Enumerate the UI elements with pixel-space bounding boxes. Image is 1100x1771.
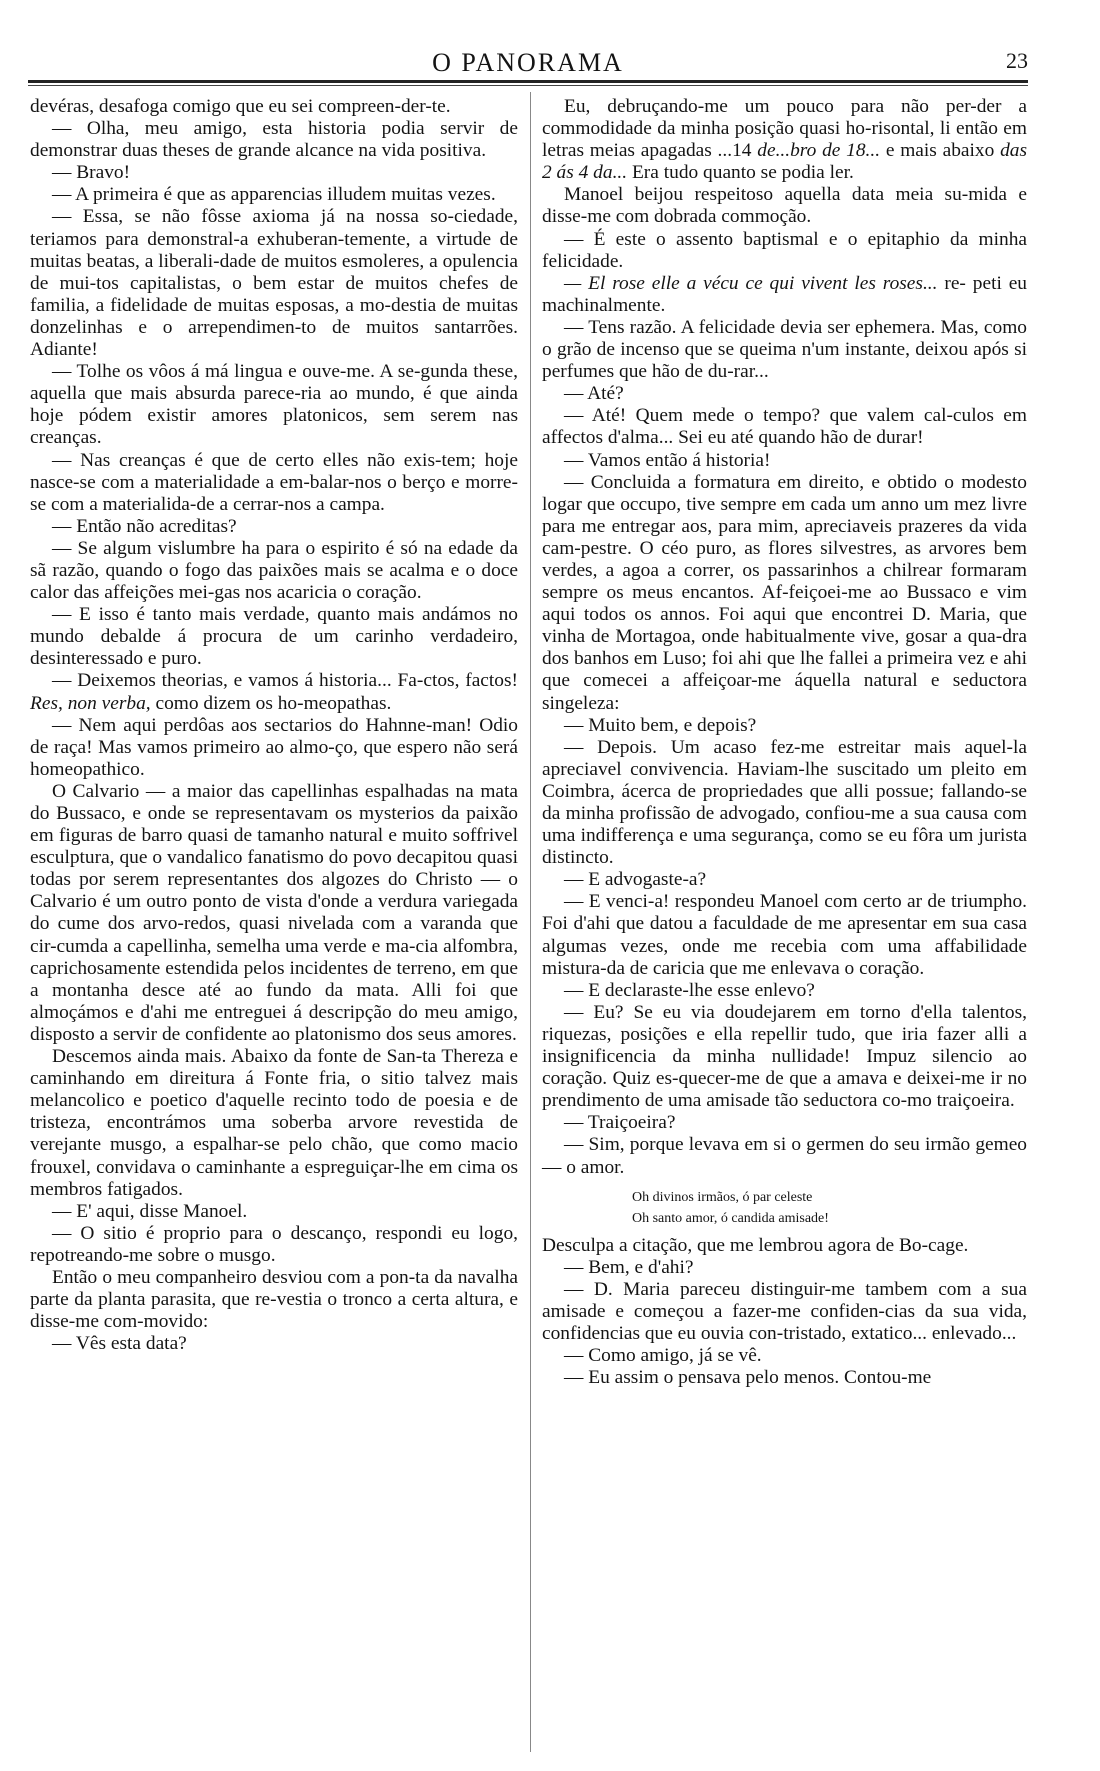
paragraph: — Eu assim o pensava pelo menos. Contou-me bbox=[564, 1367, 932, 1389]
verse-line: Oh santo amor, ó candida amisade! bbox=[632, 1210, 829, 1226]
paragraph: — Tolhe os vôos á má lingua e ouve-me. A se-gunda these, aquella que mais absurda parece-ria ao mundo, é que ainda hoje pódem existir amores platonicos, sem serem nas creanças. bbox=[30, 361, 518, 449]
paragraph-text: re- bbox=[937, 272, 966, 294]
italic-days: das 2 ás 4 da... bbox=[542, 140, 1027, 184]
paragraph: Manoel beijou respeitoso aquella data meia su-mida e disse-me com dobrada commoção. bbox=[542, 184, 1027, 228]
paragraph: — E venci-a! respondeu Manoel com certo ar de triumpho. Foi d'ahi que datou a faculdade de me apresentar em sua casa algumas vezes, onde me recebia com uma affabilidade mistura-da de caricia que me enlevava o coração. bbox=[542, 891, 1027, 979]
paragraph: — Bravo! bbox=[52, 162, 131, 184]
paragraph-with-italic bbox=[30, 670, 518, 714]
paragraph-tail: como dizem os ho-meopathas. bbox=[150, 692, 392, 714]
paragraph: — Nas creanças é que de certo elles não exis-tem; hoje nasce-se com a materialidade a em-balar-nos o berço e morre-se com a materialida-de a cerrar-nos a campa. bbox=[30, 449, 518, 515]
paragraph-with-date bbox=[542, 96, 1027, 184]
paragraph: — E isso é tanto mais verdade, quanto mais andámos no mundo debalde á procura de um carinho verdadeiro, desinteressado e puro. bbox=[30, 604, 518, 670]
paragraph: — Se algum vislumbre ha para o espirito é só na edade da sã razão, quando o fogo das paixões mais se acalma e o doce calor das affeições mei-gas nos acaricia o coração. bbox=[30, 537, 518, 604]
paragraph: — Tens razão. A felicidade devia ser ephemera. Mas, como o grão de incenso que se queima n'um instante, deixou após si perfumes que hão de du-rar... bbox=[542, 316, 1027, 383]
page-title: O PANORAMA bbox=[432, 48, 624, 77]
french-quote: — El rose elle a vécu ce qui vivent les roses... bbox=[564, 272, 938, 294]
paragraph: — Eu? Se eu via doudejarem em torno d'ella talentos, riquezas, posições e ella repellir tudo, que iria fazer alli a insignificencia da minha nullidade! Impuz silencio ao coração. Quiz es-quecer-me de que a amava e deixei-me ir no prendimento de uma amisade tão seductora co-mo traiçoeira. bbox=[542, 1001, 1027, 1112]
column-divider bbox=[530, 92, 531, 1752]
paragraph: — Vês esta data? bbox=[52, 1333, 187, 1355]
paragraph: — Até? bbox=[564, 383, 624, 405]
paragraph: Desculpa a citação, que me lembrou agora de Bo-cage. bbox=[542, 1234, 969, 1256]
paragraph: — É este o assento baptismal e o epitaphio da minha felicidade. bbox=[542, 228, 1027, 272]
paragraph: — Traiçoeira? bbox=[564, 1112, 676, 1134]
paragraph: — Concluida a formatura em direito, e obtido o modesto logar que occupo, tive sempre em cada um anno um mez livre para me entregar aos, para mim, apreciaveis prazeres da vida cam-pestre. O céo puro, as flores silvestres, as arvores bem verdes, a agoa a correr, os passarinhos a chilrear formaram sempre os meus encantos. Af-feiçoei-me ao Bussaco e vim aqui todos os annos. Foi aqui que encontrei D. Maria, que vinha de Mortagoa, onde habitualmente vive, gosar a qua-dra dos banhos em Luso; foi ahi que lhe fallei a primeira vez e ahi que comecei a affeiçoar-me áquella natural e seductora singeleza: bbox=[542, 471, 1027, 714]
right-column bbox=[542, 96, 1027, 1389]
paragraph: — Vamos então á historia! bbox=[564, 449, 771, 471]
paragraph: — E advogaste-a? bbox=[564, 869, 707, 891]
paragraph: Então o meu companheiro desviou com a pon-ta da navalha parte da planta parasita, que re-vestia o tronco a certa altura, e disse-me com-movido: bbox=[30, 1266, 518, 1333]
paragraph: — Então não acreditas? bbox=[52, 515, 237, 537]
paragraph: — A primeira é que as apparencias illudem muitas vezes. bbox=[52, 184, 496, 206]
paragraph-text: Eu, debruçando-me um pouco para não per-der a commodidade da minha posição quasi ho-risontal, li então em letras meias apagadas ...14 bbox=[542, 96, 1027, 162]
paragraph: — Nem aqui perdôas aos sectarios do Hahnne-man! Odio de raça! Mas vamos primeiro ao almo-ço, que espero não será homeopathico. bbox=[30, 714, 518, 780]
paragraph: — Depois. Um acaso fez-me estreitar mais aquel-la apreciavel convivencia. Haviam-lhe suscitado um pleito em Coimbra, ácerca de propriedades que alli possue; fallando-se da minha profissão de advogado, confiou-me a sua causa com uma indifferença e uma segurança, como se eu fôra um jurista distincto. bbox=[542, 736, 1027, 869]
paragraph: — Até! Quem mede o tempo? que valem cal-culos em affectos d'alma... Sei eu até quando hão de durar! bbox=[542, 405, 1027, 449]
paragraph-text: — Deixemos theorias, e vamos á historia... Fa-ctos, factos! bbox=[52, 670, 518, 692]
left-column bbox=[30, 96, 518, 1355]
paragraph: — Muito bem, e depois? bbox=[564, 714, 757, 736]
italic-date: de...bro de 18... bbox=[757, 140, 881, 162]
page-number: 23 bbox=[1006, 48, 1028, 73]
paragraph: O Calvario — a maior das capellinhas espalhadas na mata do Bussaco, e onde se representavam os mysterios da paixão em figuras de barro quasi de tamanho natural e muito soffrivel esculptura, que o vandalico fanatismo do povo decapitou quasi todas por serem representantes dos algozes do Christo — o Calvario é um outro ponto de vista d'onde a verdura variegada do cume dos arvo-redos, quasi nivelada com a varanda que cir-cumda a capellinha, semelha uma verde e ma-cia alfombra, caprichosamente estendida pelos incidentes de terreno, em que a montanha desce até ao fundo da mata. Alli foi que almoçámos e d'ahi me entreguei á descripção do meu amigo, disposto a servir de confidente ao platonismo dos seus amores. bbox=[30, 780, 518, 1045]
paragraph: — Sim, porque levava em si o germen do seu irmão gemeo — o amor. bbox=[542, 1134, 1027, 1178]
paragraph: devéras, desafoga comigo que eu sei compreen-der-te. bbox=[30, 96, 451, 117]
paragraph: — Como amigo, já se vê. bbox=[564, 1345, 762, 1367]
paragraph: — Olha, meu amigo, esta historia podia servir de demonstrar duas theses de grande alcance na vida positiva. bbox=[30, 118, 518, 162]
paragraph: — E' aqui, disse Manoel. bbox=[52, 1200, 248, 1222]
paragraph: Descemos ainda mais. Abaixo da fonte de San-ta Thereza e caminhando em direitura á Fonte fria, o sitio talvez mais melancolico e poetico d'aquelle recinto todo de poesia e de tristeza, encontrámos uma soberba arvore revestida de verejante musgo, a espalhar-se pelo chão, que como macio frouxel, convidava o caminhante a espreguiçar-lhe em cima os membros fatigados. bbox=[30, 1046, 518, 1200]
paragraph: — Bem, e d'ahi? bbox=[564, 1256, 694, 1278]
verse-line: Oh divinos irmãos, ó par celeste bbox=[632, 1189, 813, 1205]
verse-quote bbox=[542, 1187, 1027, 1229]
paragraph: — D. Maria pareceu distinguir-me tambem com a sua amisade e começou a fazer-me confiden-cias da sua vida, confidencias que eu ouvia con-tristado, extatico... enlevado... bbox=[542, 1278, 1027, 1344]
paragraph-text: e mais abaixo bbox=[880, 140, 1001, 162]
paragraph-text: peti eu machinalmente. bbox=[542, 272, 1028, 316]
paragraph: — E declaraste-lhe esse enlevo? bbox=[564, 979, 815, 1001]
paragraph-with-quote bbox=[542, 273, 1027, 317]
italic-phrase: Res, non verba, bbox=[30, 692, 151, 714]
paragraph: — Essa, se não fôsse axioma já na nossa so-ciedade, teriamos para demonstral-a exhuberan-temente, a virtude de muitas beatas, a liberali-dade de muitos esmoleres, a opulencia de mui-tos capitalistas, o bem estar de muitos chefes de familia, a fidelidade de muitas esposas, a mo-destia de muitas donzelinhas e o arrependimen-to de muitos santarrões. Adiante! bbox=[30, 206, 518, 361]
paragraph: — O sitio é proprio para o descanço, respondi eu logo, repotreando-me sobre o musgo. bbox=[30, 1222, 518, 1266]
paragraph-text: tudo quanto se podia ler. bbox=[663, 162, 854, 184]
page-header bbox=[28, 48, 1028, 78]
header-rule-thick bbox=[28, 80, 1028, 83]
header-rule-thin bbox=[28, 85, 1028, 86]
paragraph-text: Era bbox=[627, 162, 659, 184]
